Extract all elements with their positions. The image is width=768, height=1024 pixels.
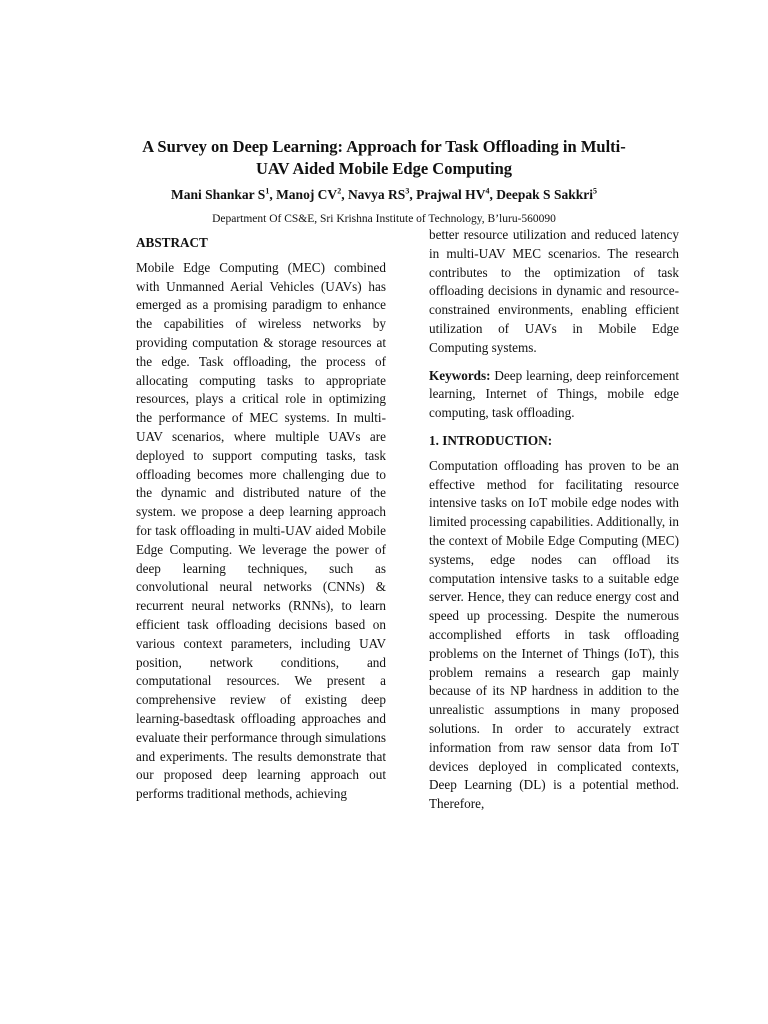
right-column xyxy=(429,226,679,814)
author: Prajwal $HV^4$, xyxy=(416,186,497,202)
author: Mani Shankar $S^1$, xyxy=(171,186,277,202)
author: Manoj $CV^2$, xyxy=(276,186,348,202)
introduction-paragraph: Computation offloading has proven to be an effective method for facilitating resource intensive tasks on IoT mobile edge nodes with limited processing capabilities. Additionally, in the context of Mobile Edge Computing (MEC) systems, edge nodes can offload its computation intensive tasks to a suitable edge server. Hence, they can reduce energy cost and speed up processing. Despite the numerous accomplished efforts in task offloading problems on the Internet of Things (IoT), this problem remains a research gap mainly because of its NP hardness in addition to the unrealistic assumptions in many proposed solutions. In order to accurately extract information from raw sensor data from IoT devices deployed in complicated contexts, Deep Learning (DL) is a potential method. Therefore, xyxy=(429,457,679,812)
author: Navya $RS^3$, xyxy=(347,186,417,202)
keywords-label: Keywords: xyxy=(429,367,491,383)
abstract-heading: ABSTRACT xyxy=(136,235,208,250)
abstract-paragraph: Mobile Edge Computing (MEC) combined with Unmanned Aerial Vehicles (UAVs) has emerged as a promising paradigm to enhance the capabilities of wireless networks by providing computation & storage resources at the edge. Task offloading, the process of allocating computing tasks to appropriate resources, plays a critical role in optimizing the performance of MEC systems. In multi-UAV scenarios, where multiple UAVs are deployed to support computing tasks, task offloading becomes more challenging due to the dynamic and distributed nature of the system. we propose a deep learning approach for task offloading in multi-UAV aided Mobile Edge Computing. We leverage the power of deep learning techniques, such as convolutional neural networks (CNNs) & recurrent neural networks (RNNs), to learn efficient task offloading decisions based on various context parameters, including UAV position, network conditions, and computational resources. We present a comprehensive review of existing deep learning-basedtask offloading approaches and evaluate their performance through simulations and experiments. The results demonstrate that our proposed deep learning approach out performs traditional methods, achieving xyxy=(136,259,386,802)
affiliation: Department Of CS&E, Sri Krishna Institute of Technology, B’luru-560090 xyxy=(212,213,556,225)
paper-title xyxy=(120,136,648,180)
title-line-1: A Survey on Deep Learning: Approach for Task Offloading in Multi- xyxy=(142,137,626,156)
author: Deepak S Sakkri$^5$ xyxy=(496,186,597,202)
left-column xyxy=(136,234,386,804)
section-heading-introduction: 1. INTRODUCTION: xyxy=(429,432,553,448)
keywords xyxy=(429,367,679,423)
title-line-2: UAV Aided Mobile Edge Computing xyxy=(255,159,513,178)
abstract-continuation: better resource utilization and reduced latency in multi-UAV MEC scenarios. The research contributes to the optimization of task offloading decisions in dynamic and resource-constrained environments, enabling efficient utilization of UAVs in Mobile Edge Computing systems. xyxy=(429,227,679,355)
author-list xyxy=(100,186,668,204)
keywords-text: Deep learning, deep reinforcement learning, Internet of Things, mobile edge computing, task offloading. xyxy=(429,367,679,421)
